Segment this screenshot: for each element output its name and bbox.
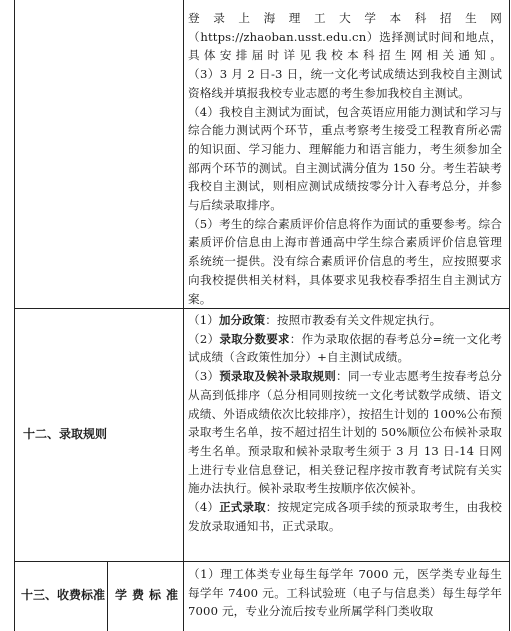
row-divider <box>15 561 509 562</box>
rule-prefix: （4） <box>188 500 220 515</box>
rule-keyword: 正式录取 <box>219 500 266 515</box>
column-divider <box>183 0 184 631</box>
row11-para-1: 登录上海理工大学本科招生网（https://zhaoban.usst.edu.cn）选择测试时间和地点，具体安排届时详见我校本科招生网相关通知。 <box>188 11 502 63</box>
rule-item-4 <box>188 498 502 535</box>
rule-keyword: 预录取及候补录取规则 <box>219 369 337 384</box>
admission-table <box>14 0 510 631</box>
row13-label: 十三、收费标准 <box>21 588 106 602</box>
sub-column-divider <box>107 561 108 631</box>
rule-item-3 <box>188 367 502 498</box>
fee-text: （1）理工体类专业每生每学年 7000 元，医学类专业每生每学年 7400 元。工科试验班（电子与信息类）每生每学年 7000 元，专业分流后按专业所属学科门类收取 <box>188 567 502 619</box>
row11-para-4: （5）考生的综合素质评价信息将作为面试的重要参考。综合素质评价信息由上海市普通高中学生综合素质评价信息管理系统统一提供。没有综合素质评价信息的考生，应按照要求向我校提供相关材料，具体要求见我校春季招生自主测试方案。 <box>188 216 502 306</box>
rule-prefix: （3） <box>188 369 220 384</box>
row11-content <box>188 9 502 308</box>
rule-item-2 <box>188 330 502 367</box>
rule-text: ：同一专业志愿考生按春考总分从高到低排序（总分相同则按统一文化考试数学成绩、语文成绩、外语成绩依次比较排序），按招生计划的 100%公布预录取考生名单，按不超过招生计划的 50%顺位公布候补录取考生名单。预录取和候补录取考生须于 3 月 13 日-14 日网上进行专业信息登记，相关登记程序按市教育考试院有关实施办法执行。候补录取考生按顺序依次候补。 <box>188 369 502 496</box>
row11-para-2: （3）3 月 2 日-3 日，统一文化考试成绩达到我校自主测试资格线并填报我校专业志愿的考生参加我校自主测试。 <box>188 67 502 100</box>
row11-para-3: （4）我校自主测试为面试，包含英语应用能力测试和学习与综合能力测试两个环节，重点考察考生接受工程教育所必需的知识面、学习能力、理解能力和语言能力，考生须参加全部两个环节的测试。自主测试满分值为 150 分。考生若缺考我校自主测试，则相应测试成绩按零分计入春考总分，并参与后续录取排序。 <box>188 104 502 213</box>
rule-text: ：作为录取依据的春考总分=统一文化考试成绩（含政策性加分）+自主测试成绩。 <box>188 331 503 365</box>
rule-text: ：按照市教委有关文件规定执行。 <box>265 313 442 327</box>
rule-prefix: （1） <box>188 313 220 327</box>
rule-item-1 <box>188 311 502 330</box>
rule-keyword: 加分政策 <box>219 313 266 327</box>
row13-content <box>188 565 502 621</box>
rule-text: ：按规定完成各项手续的预录取考生，由我校发放录取通知书，正式录取。 <box>188 500 502 533</box>
rule-keyword: 录取分数要求 <box>219 331 290 346</box>
row12-content <box>188 311 502 535</box>
row13-sublabel: 学费标准 <box>115 588 184 602</box>
rule-prefix: （2） <box>188 331 220 346</box>
row12-label: 十二、录取规则 <box>23 427 108 441</box>
